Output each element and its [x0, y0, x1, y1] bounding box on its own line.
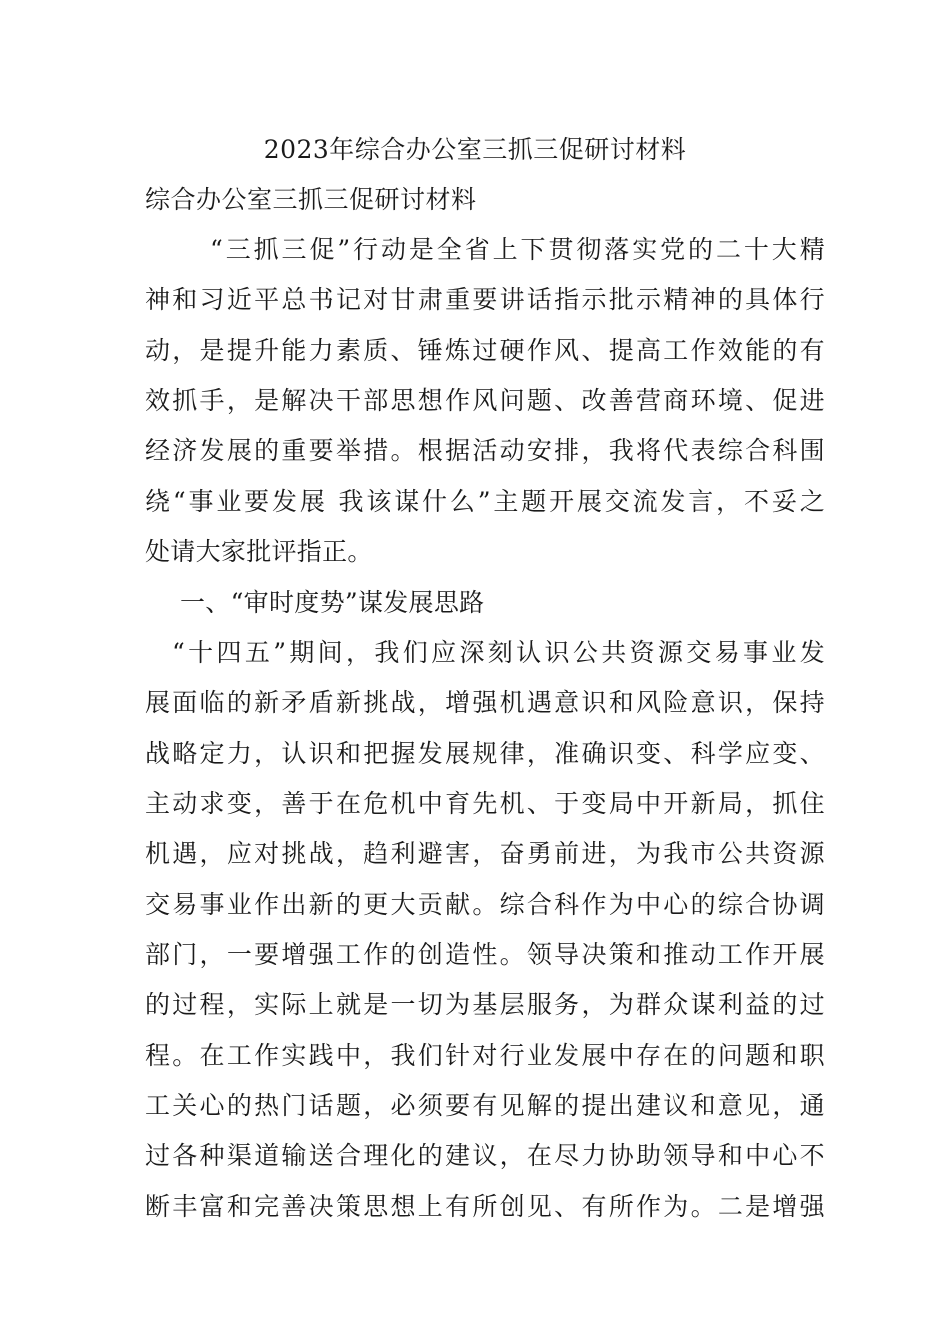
paragraph-line: 工关心的热门话题，必须要有见解的提出建议和意见，通 [145, 1091, 825, 1120]
paragraph-line: 经济发展的重要举措。根据活动安排，我将代表综合科围 [145, 436, 825, 465]
paragraph-line: 神和习近平总书记对甘肃重要讲话指示批示精神的具体行 [145, 285, 825, 314]
paragraph-line: 主动求变，善于在危机中育先机、于变局中开新局，抓住 [145, 789, 825, 818]
paragraph-line: 部门，一要增强工作的创造性。领导决策和推动工作开展 [145, 940, 825, 969]
paragraph-line: 断丰富和完善决策思想上有所创见、有所作为。二是增强 [145, 1192, 825, 1221]
paragraph-line: “三抓三促”行动是全省上下贯彻落实党的二十大精 [210, 235, 825, 264]
section-heading: 一、“审时度势”谋发展思路 [180, 588, 485, 617]
paragraph-line: 动，是提升能力素质、锤炼过硬作风、提高工作效能的有 [145, 336, 825, 365]
paragraph-line: 绕“事业要发展 我该谋什么”主题开展交流发言，不妥之 [145, 487, 825, 516]
document-subtitle: 综合办公室三抓三促研讨材料 [145, 185, 477, 214]
paragraph-line: 的过程，实际上就是一切为基层服务，为群众谋利益的过 [145, 990, 825, 1019]
paragraph-line: 展面临的新矛盾新挑战，增强机遇意识和风险意识，保持 [145, 688, 825, 717]
paragraph-line: 过各种渠道输送合理化的建议，在尽力协助领导和中心不 [145, 1141, 825, 1170]
paragraph-line: 战略定力，认识和把握发展规律，准确识变、科学应变、 [145, 739, 825, 768]
paragraph-line: 机遇，应对挑战，趋利避害，奋勇前进，为我市公共资源 [145, 839, 825, 868]
paragraph-line: 程。在工作实践中，我们针对行业发展中存在的问题和职 [145, 1041, 825, 1070]
paragraph-line: “十四五”期间，我们应深刻认识公共资源交易事业发 [172, 638, 825, 667]
paragraph-line: 效抓手，是解决干部思想作风问题、改善营商环境、促进 [145, 386, 825, 415]
document-title: 2023年综合办公室三抓三促研讨材料 [263, 135, 687, 164]
paragraph-line: 处请大家批评指正。 [145, 537, 373, 566]
paragraph-line: 交易事业作出新的更大贡献。综合科作为中心的综合协调 [145, 890, 825, 919]
